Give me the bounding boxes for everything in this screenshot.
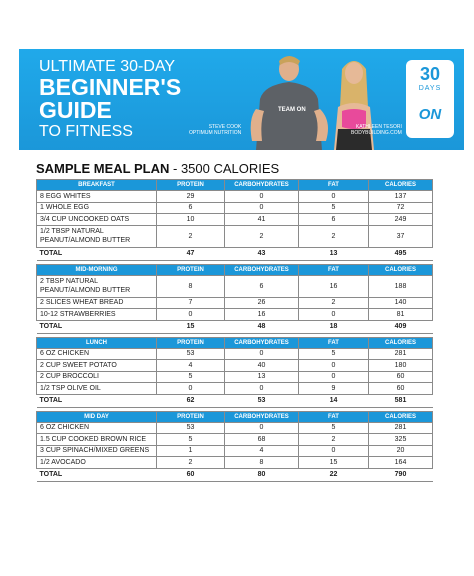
column-header: CALORIES <box>369 264 433 275</box>
banner-title <box>39 59 181 140</box>
carbs-value: 8 <box>225 457 299 469</box>
food-name: 8 EGG WHITES <box>37 191 157 203</box>
athlete-name-left: STEVE COOK <box>208 124 242 130</box>
protein-value: 2 <box>157 457 225 469</box>
calories-value: 325 <box>369 434 433 446</box>
athlete-name-right: KATHLEEN TESORI <box>355 124 402 130</box>
column-header: FAT <box>299 264 369 275</box>
banner-title-line4: TO FITNESS <box>39 123 133 140</box>
protein-value: 4 <box>157 360 225 372</box>
calories-value: 180 <box>369 360 433 372</box>
meal-plan-heading <box>36 161 279 176</box>
total-label: TOTAL <box>37 468 157 481</box>
fat-value: 2 <box>299 225 369 247</box>
meal-header-row <box>37 337 433 348</box>
protein-value: 7 <box>157 297 225 309</box>
total-row <box>37 394 433 407</box>
food-row <box>37 457 433 469</box>
total-carbs: 43 <box>225 247 299 260</box>
food-name: 2 CUP SWEET POTATO <box>37 360 157 372</box>
food-name: 2 CUP BROCCOLI <box>37 371 157 383</box>
meal-name: LUNCH <box>37 337 157 348</box>
calories-value: 281 <box>369 422 433 434</box>
food-row <box>37 371 433 383</box>
food-row <box>37 225 433 247</box>
food-row <box>37 434 433 446</box>
thirty-days-badge <box>406 60 454 138</box>
meal-name: MID-MORNING <box>37 264 157 275</box>
fat-value: 9 <box>299 383 369 395</box>
total-row <box>37 468 433 481</box>
carbs-value: 4 <box>225 445 299 457</box>
badge-days: DAYS <box>418 85 442 92</box>
fat-value: 15 <box>299 457 369 469</box>
food-row <box>37 309 433 321</box>
calories-value: 37 <box>369 225 433 247</box>
carbs-value: 6 <box>225 275 299 297</box>
meal-header-row <box>37 180 433 191</box>
total-protein: 62 <box>157 394 225 407</box>
protein-value: 10 <box>157 214 225 226</box>
column-header: CARBOHYDRATES <box>225 337 299 348</box>
fat-value: 5 <box>299 348 369 360</box>
food-name: 1 WHOLE EGG <box>37 202 157 214</box>
food-name: 1/2 AVOCADO <box>37 457 157 469</box>
column-header: CARBOHYDRATES <box>225 411 299 422</box>
food-row <box>37 297 433 309</box>
column-header: PROTEIN <box>157 180 225 191</box>
svg-text:TEAM ON: TEAM ON <box>278 107 306 113</box>
calories-value: 249 <box>369 214 433 226</box>
fat-value: 5 <box>299 202 369 214</box>
carbs-value: 26 <box>225 297 299 309</box>
banner-title-line1: ULTIMATE 30-DAY <box>39 58 176 75</box>
carbs-value: 13 <box>225 371 299 383</box>
column-header: FAT <box>299 411 369 422</box>
athlete-affiliation-left: OPTIMUM NUTRITION <box>189 130 242 136</box>
carbs-value: 41 <box>225 214 299 226</box>
food-row <box>37 191 433 203</box>
protein-value: 5 <box>157 434 225 446</box>
total-row <box>37 320 433 333</box>
food-row <box>37 445 433 457</box>
total-row <box>37 247 433 260</box>
total-protein: 47 <box>157 247 225 260</box>
calories-value: 137 <box>369 191 433 203</box>
fat-value: 2 <box>299 434 369 446</box>
food-name: 2 SLICES WHEAT BREAD <box>37 297 157 309</box>
fat-value: 0 <box>299 371 369 383</box>
meal-plan-title: SAMPLE MEAL PLAN <box>36 161 170 176</box>
protein-value: 1 <box>157 445 225 457</box>
on-logo: ON <box>418 106 442 123</box>
total-fat: 14 <box>299 394 369 407</box>
total-fat: 13 <box>299 247 369 260</box>
calories-value: 140 <box>369 297 433 309</box>
calories-value: 281 <box>369 348 433 360</box>
total-fat: 22 <box>299 468 369 481</box>
food-name: 2 TBSP NATURAL PEANUT/ALMOND BUTTER <box>37 275 157 297</box>
total-calories: 790 <box>369 468 433 481</box>
total-protein: 15 <box>157 320 225 333</box>
protein-value: 29 <box>157 191 225 203</box>
carbs-value: 40 <box>225 360 299 372</box>
total-label: TOTAL <box>37 320 157 333</box>
protein-value: 8 <box>157 275 225 297</box>
protein-value: 0 <box>157 383 225 395</box>
food-name: 1/2 TSP OLIVE OIL <box>37 383 157 395</box>
column-header: PROTEIN <box>157 411 225 422</box>
column-header: FAT <box>299 337 369 348</box>
meal-header-row <box>37 264 433 275</box>
carbs-value: 68 <box>225 434 299 446</box>
column-header: CARBOHYDRATES <box>225 180 299 191</box>
fat-value: 16 <box>299 275 369 297</box>
calories-value: 164 <box>369 457 433 469</box>
total-calories: 581 <box>369 394 433 407</box>
carbs-value: 0 <box>225 191 299 203</box>
protein-value: 6 <box>157 202 225 214</box>
food-name: 3/4 CUP UNCOOKED OATS <box>37 214 157 226</box>
food-name: 1/2 TBSP NATURAL PEANUT/ALMOND BUTTER <box>37 225 157 247</box>
fat-value: 0 <box>299 445 369 457</box>
meal-name: BREAKFAST <box>37 180 157 191</box>
food-name: 6 OZ CHICKEN <box>37 348 157 360</box>
total-calories: 495 <box>369 247 433 260</box>
meal-plan-calories: - 3500 CALORIES <box>169 161 280 176</box>
column-header: PROTEIN <box>157 264 225 275</box>
carbs-value: 0 <box>225 202 299 214</box>
meal-header-row <box>37 411 433 422</box>
fat-value: 0 <box>299 191 369 203</box>
meal-plan-table <box>36 179 433 482</box>
calories-value: 188 <box>369 275 433 297</box>
carbs-value: 0 <box>225 383 299 395</box>
total-carbs: 48 <box>225 320 299 333</box>
column-header: PROTEIN <box>157 337 225 348</box>
total-label: TOTAL <box>37 394 157 407</box>
food-name: 6 OZ CHICKEN <box>37 422 157 434</box>
total-protein: 60 <box>157 468 225 481</box>
protein-value: 5 <box>157 371 225 383</box>
column-header: CARBOHYDRATES <box>225 264 299 275</box>
food-row <box>37 275 433 297</box>
carbs-value: 0 <box>225 348 299 360</box>
column-header: FAT <box>299 180 369 191</box>
food-name: 1.5 CUP COOKED BROWN RICE <box>37 434 157 446</box>
food-name: 10-12 STRAWBERRIES <box>37 309 157 321</box>
athlete-affiliation-right: BODYBUILDING.COM <box>351 130 402 136</box>
badge-number: 30 <box>419 64 441 84</box>
protein-value: 2 <box>157 225 225 247</box>
protein-value: 53 <box>157 422 225 434</box>
calories-value: 60 <box>369 371 433 383</box>
guide-banner <box>19 49 464 150</box>
fat-value: 0 <box>299 309 369 321</box>
food-name: 3 CUP SPINACH/MIXED GREENS <box>37 445 157 457</box>
calories-value: 72 <box>369 202 433 214</box>
food-row <box>37 348 433 360</box>
food-row <box>37 383 433 395</box>
athlete-caption-left <box>189 124 241 136</box>
total-fat: 18 <box>299 320 369 333</box>
column-header: CALORIES <box>369 411 433 422</box>
calories-value: 60 <box>369 383 433 395</box>
athlete-caption-right <box>351 124 402 136</box>
fat-value: 5 <box>299 422 369 434</box>
banner-title-line3: GUIDE <box>39 97 112 123</box>
protein-value: 0 <box>157 309 225 321</box>
food-row <box>37 214 433 226</box>
food-row <box>37 422 433 434</box>
column-header: CALORIES <box>369 180 433 191</box>
total-calories: 409 <box>369 320 433 333</box>
total-carbs: 80 <box>225 468 299 481</box>
total-label: TOTAL <box>37 247 157 260</box>
calories-value: 20 <box>369 445 433 457</box>
fat-value: 0 <box>299 360 369 372</box>
fat-value: 2 <box>299 297 369 309</box>
total-carbs: 53 <box>225 394 299 407</box>
column-header: CALORIES <box>369 337 433 348</box>
carbs-value: 0 <box>225 422 299 434</box>
calories-value: 81 <box>369 309 433 321</box>
meal-name: MID DAY <box>37 411 157 422</box>
protein-value: 53 <box>157 348 225 360</box>
fat-value: 6 <box>299 214 369 226</box>
carbs-value: 16 <box>225 309 299 321</box>
banner-title-line2: BEGINNER'S <box>39 74 182 100</box>
carbs-value: 2 <box>225 225 299 247</box>
food-row <box>37 360 433 372</box>
food-row <box>37 202 433 214</box>
